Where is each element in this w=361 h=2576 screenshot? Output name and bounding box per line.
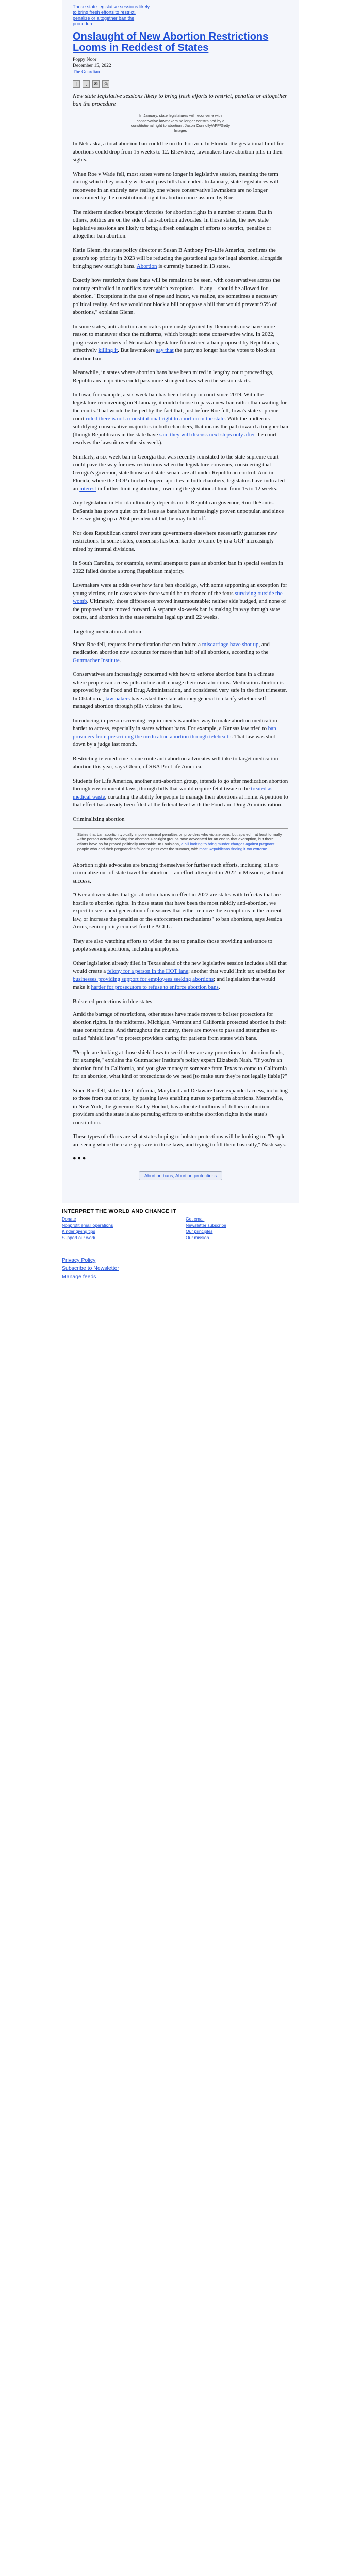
byline-author: Poppy Noor: [73, 57, 97, 62]
paragraph: Any legislation in Florida ultimately depends on its Republican governor, Ron DeSantis. DeSantis has grown quiet on the issue as bans have increasingly proven unpopular, and since he is weighing up a 2024 presidential bid, he may hold off.: [73, 500, 284, 522]
text-run: Similarly, a six-week ban in Georgia that was recently reinstated to the state supreme court could pave the way for new restrictions when the legislature convenes, considering that Georgia's governor, state house and state senate are all under Republican control. And in Florida, where the GOP clinched supermajorities in both chambers, legislators have indicated an: [73, 453, 285, 492]
paragraph: [73, 717, 288, 749]
footer-link[interactable]: Kinder giving tips: [62, 1229, 95, 1234]
text-run: In some states, anti-abortion advocates previously stymied by Democrats now have more reason to maneuver since the midterms, which brought some conservative wins. In 2022, progressive members of Nebraska's legislature filibustered a ban proposed by Republicans, effectively: [73, 323, 280, 353]
footer-title: INTERPRET THE WORLD AND CHANGE IT: [62, 1208, 176, 1214]
text-run: .: [267, 846, 268, 851]
killing-it-link[interactable]: killing it: [98, 347, 118, 353]
text-run: .: [119, 657, 121, 664]
footer-link[interactable]: Support our work: [62, 1235, 95, 1240]
paragraph: In South Carolina, for example, several attempts to pass an abortion ban in special session in 2022 failed despite a strong Republican majority.: [73, 560, 283, 574]
text-run: , and medication abortion now accounts for more than half of all abortions, according to the: [73, 641, 270, 655]
paragraph: Exactly how restrictive these bans will be remains to be seen, with conservatives across the country embroiled in conflicts over which exceptions – if any – should be allowed for abortion. "Exceptions in the case of rape and incest, we realize, are sometimes a necessary political reality. And we would not block a bill or oppose a bill that would prevent 95% of abortions," explains Glenn.: [73, 277, 280, 315]
paragraph: [73, 323, 288, 363]
paragraph: Since Roe fell, states like California, Maryland and Delaware have expanded access, including to those from out of state, by passing laws enabling nurses to perform abortions. Meanwhile, in New York, the governor, Kathy Hochul, has allocated millions of dollars to abortion providers and the state is also pursuing efforts to enshrine abortion rights in the state's constitution.: [73, 1087, 288, 1126]
text-run: is currently banned in 13 states.: [157, 263, 231, 269]
lawmakers-link[interactable]: lawmakers: [105, 695, 130, 702]
paragraph: Amid the barrage of restrictions, other states have made moves to bolster protections for abortion rights. In the midterms, Michigan, Vermont and California protected abortion in their state constitutions. And throughout the country, there are moves to pass and strengthen so-called "shield laws" to protect providers caring for patients from states with bans.: [73, 1011, 286, 1041]
paragraph: [73, 777, 288, 809]
paragraph: "People are looking at those shield laws to see if there are any protections for abortion funds, for example," explains the Guttmacher Institute's policy expert Elizabeth Nash. "If you're an abortion fund in California, and you give money to someone from Texas to come to California for an abortion, what kind of protections do we need [to make sure they're not legally liable]?": [73, 1049, 287, 1079]
miscarriage-link[interactable]: miscarriage have shot up: [202, 641, 259, 648]
text-run: ; another that would limit tax subsidies for: [188, 968, 285, 974]
text-run: the court resolves the lawsuit over the six-week).: [73, 431, 277, 446]
text-run: Introducing in-person screening requirements is another way to make abortion medication harder to access, especially in states without bans. For example, a Kansas law tried to: [73, 717, 277, 732]
paragraph: Restricting telemedicine is one route anti-abortion advocates will take to target medication abortion this year, says Glenn, of SBA Pro-Life America.: [73, 755, 278, 770]
topics-row: [73, 1171, 288, 1180]
surviving-link[interactable]: surviving outside the womb: [73, 590, 283, 604]
paragraph: Meanwhile, in states where abortion bans have been mired in lengthy court proceedings, Republicans majorities could pass more stringent laws when the session starts.: [73, 369, 274, 384]
paragraph: They are also watching efforts to widen the net to penalize those providing assistance to people seeking abortions, including employers.: [73, 938, 273, 952]
too-extreme-link[interactable]: most Republicans finding it too extreme: [199, 846, 267, 851]
topic-tag[interactable]: Abortion bans, Abortion protections: [139, 1171, 222, 1180]
text-run: Students for Life America, another anti-abortion group, intends to go after medication abortion through environmental laws, through bills that would require fetal tissue to be: [73, 777, 288, 792]
text-run: the party no longer has the votes to block an abortion ban.: [73, 347, 275, 362]
footer-link[interactable]: Our principles: [186, 1229, 213, 1234]
text-run: people who end their pregnancies failed to pass over the summer, with: [77, 846, 200, 851]
text-run: Katie Glenn, the state policy director at Susan B Anthony Pro-Life America, confirms the group's top priority in 2023 will be reducing the gestational age for legal abortion, alongside bringing new outright bans.: [73, 247, 283, 269]
footer-link[interactable]: Nonprofit email operations: [62, 1223, 113, 1228]
subscribe-link[interactable]: Subscribe to Newsletter: [62, 1265, 119, 1272]
prosecutors-link[interactable]: harder for prosecutors to refuse to enforce abortion bans: [91, 984, 219, 990]
interest-link[interactable]: interest: [79, 485, 96, 492]
email-icon[interactable]: ✉: [92, 80, 100, 88]
text-run: .: [218, 984, 220, 990]
share-row: [73, 80, 288, 88]
telehealth-link[interactable]: ban providers from prescribing the medication abortion through telehealth: [73, 725, 276, 740]
section-subhead: Bolstered protections in blue states: [73, 998, 152, 1005]
twitter-icon[interactable]: t: [83, 80, 90, 88]
headline[interactable]: Onslaught of New Abortion Restrictions Looms in Reddest of States: [73, 31, 269, 54]
text-run: Since Roe fell, requests for medication that can induce a: [73, 641, 202, 648]
paragraph: In Nebraska, a total abortion ban could be on the horizon. In Florida, the gestational limit for abortions could drop from 15 weeks to 12. Elsewhere, lawmakers have abortion pills in their sights.: [73, 141, 284, 163]
text-run: in further limiting abortion, lowering the gestational limit from 15 to 12 weeks.: [96, 485, 278, 492]
iowa-next-steps-link[interactable]: said they will discuss next steps only after: [159, 431, 255, 438]
paragraph: [73, 582, 288, 622]
guttmacher-link[interactable]: Guttmacher Institute: [73, 657, 120, 664]
felony-link[interactable]: felony for a person in the HOT lane: [107, 968, 189, 974]
privacy-policy-link[interactable]: Privacy Policy: [62, 1257, 96, 1263]
sidebox: [73, 828, 288, 855]
bottom-links: [62, 1241, 299, 1291]
article-body: [73, 140, 288, 1161]
text-run: . But lawmakers: [118, 347, 156, 353]
article: [62, 0, 299, 1203]
byline-source-link[interactable]: The Guardian: [73, 70, 100, 75]
paragraph: "Over a dozen states that got abortion bans in effect in 2022 are states with trifectas that are hostile to abortion rights. In those states that have been the most rabidly anti-abortion, we expect to see a next generation of measures that either remove the exemptions in the current law, or increase the penalties or the enforcement mechanisms" to ban abortions, says Jessica Arons, senior policy counsel for the ACLU.: [73, 892, 282, 930]
print-icon[interactable]: ⎙: [102, 80, 109, 88]
facebook-icon[interactable]: f: [73, 80, 80, 88]
iowa-ruling-link[interactable]: ruled there is not a constitutional right to abortion in the state: [86, 415, 225, 422]
footer-link[interactable]: Newsletter subscribe: [186, 1223, 226, 1228]
medical-waste-link[interactable]: treated as medical waste: [73, 786, 273, 800]
text-run: Lawmakers were at odds over how far a ban should go, with some supporting an exception for young victims, or in cases where there would be no chance of the fetus: [73, 582, 287, 597]
footer-link[interactable]: Get email: [186, 1216, 205, 1222]
say-that-link[interactable]: say that: [156, 347, 174, 353]
footer-link[interactable]: Donate: [62, 1216, 76, 1222]
paragraph: These types of efforts are what states hoping to bolster protections will be looking to. "People are seeing where there are gaps are in these laws, and trying to fill them basically," Nash says.: [73, 1133, 286, 1148]
paragraph: Nor does Republican control over state governments elsewhere necessarily guarantee new restrictions. In some states, consensus has been harder to come by in a GOP increasingly mired by internal divisions.: [73, 530, 277, 552]
paragraph: When Roe v Wade fell, most states were no longer in legislative session, meaning the term during which they usually write and pass bills had ended. In January, state legislatures will reconvene in an entirely new reality, one where conservative lawmakers are no longer constrained by the constitutional right to abortion once assured by Roe.: [73, 171, 278, 201]
paragraph: [73, 641, 288, 665]
text-run: ; and legislation that would make it: [73, 976, 275, 990]
photo-caption: In January, state legislatures will reconvene with conservative lawmakers no longer constrained by a constitutional right to abortion . Jason Connolly/AFP/Getty Images: [130, 113, 231, 133]
text-run: . With the midterms solidifying conservative majorities in both chambers, that means the path toward a tougher ban (though Republicans in the state have: [73, 415, 288, 438]
top-summary-link[interactable]: These state legislative sessions likely to bring fresh efforts to restrict, penalize or altogether ban the procedure: [73, 4, 150, 26]
text-run: , curtailing the ability for people to manage their abortions at home. A petition to that effect has already been filed at the federal level with the Food and Drug Administration.: [73, 793, 288, 808]
paragraph: [73, 453, 288, 494]
footer-links: [62, 1216, 299, 1241]
paragraph: [73, 391, 288, 447]
text-run: have asked the state attorney general to clarify whether self-managed abortion through pills violates the law.: [73, 695, 268, 709]
text-run: In Iowa, for example, a six-week ban has been held up in court since 2019. With the legislature reconvening on 9 January, it could choose to pass a new ban rather than waiting for the courts. That would be helped by the fact that, just before Roe fell, Iowa's state supreme court: [73, 392, 287, 422]
text-run: Other legislation already filed in Texas ahead of the new legislative session includes a bill that would create a: [73, 960, 287, 974]
text-run: . Ultimately, those differences proved insurmountable: neither side budged, and none of the proposed bans moved forward. A separate six-week ban is making its way through state courts, and abortion in the state remains legal up until 22 weeks.: [73, 598, 286, 620]
footer: [62, 1203, 299, 1296]
louisiana-bill-link[interactable]: a bill looking to bring murder charges against pregnant: [181, 841, 275, 846]
paragraph: [73, 247, 288, 271]
end-mark: ● ● ●: [73, 1155, 86, 1161]
paragraph: [73, 671, 288, 711]
byline-date: December 15, 2022: [73, 63, 111, 69]
manage-feeds-link[interactable]: Manage feeds: [62, 1274, 96, 1280]
paragraph: The midterm elections brought victories for abortion rights in a number of states. But in others, politics are on the side of anti-abortion advocates. In those states, the new state legislative sessions are likely to bring a fresh onslaught of efforts to restrict, penalize or altogether ban abortion.: [73, 209, 272, 239]
abortion-link[interactable]: Abortion: [136, 263, 157, 269]
text-run: States that ban abortion typically impose criminal penalties on providers who violate bans, but spared – at least formally – the person actually seeking the abortion. Far-right groups have advocated for an end to that exemption, but there efforts have so far proved politically untenable. In Louisiana,: [77, 832, 282, 846]
businesses-link[interactable]: businesses providing support for employees seeking abortions: [73, 976, 214, 982]
paragraph: [73, 960, 288, 992]
text-run: Conservatives are increasingly concerned with how to enforce abortion bans in a climate where people can access pills online and manage their own abortions. Medication abortion is approved by the Food and Drug Administration, and considered very safe in the first trimester. In Oklahoma,: [73, 671, 287, 702]
paragraph: Abortion rights advocates are bracing themselves for further such efforts, including bills to criminalize out-of-state travel for abortion – an effort attempted in 2022 in Missouri, without success.: [73, 861, 284, 884]
article-summary: New state legislative sessions likely to bring fresh efforts to restrict, penalize or altogether ban the procedure: [73, 93, 287, 107]
footer-link[interactable]: Our mission: [186, 1235, 209, 1240]
section-subhead: Criminalizing abortion: [73, 816, 125, 822]
section-subhead: Targeting medication abortion: [73, 628, 141, 635]
text-run: . That law was shot down by a judge last month.: [73, 733, 275, 748]
